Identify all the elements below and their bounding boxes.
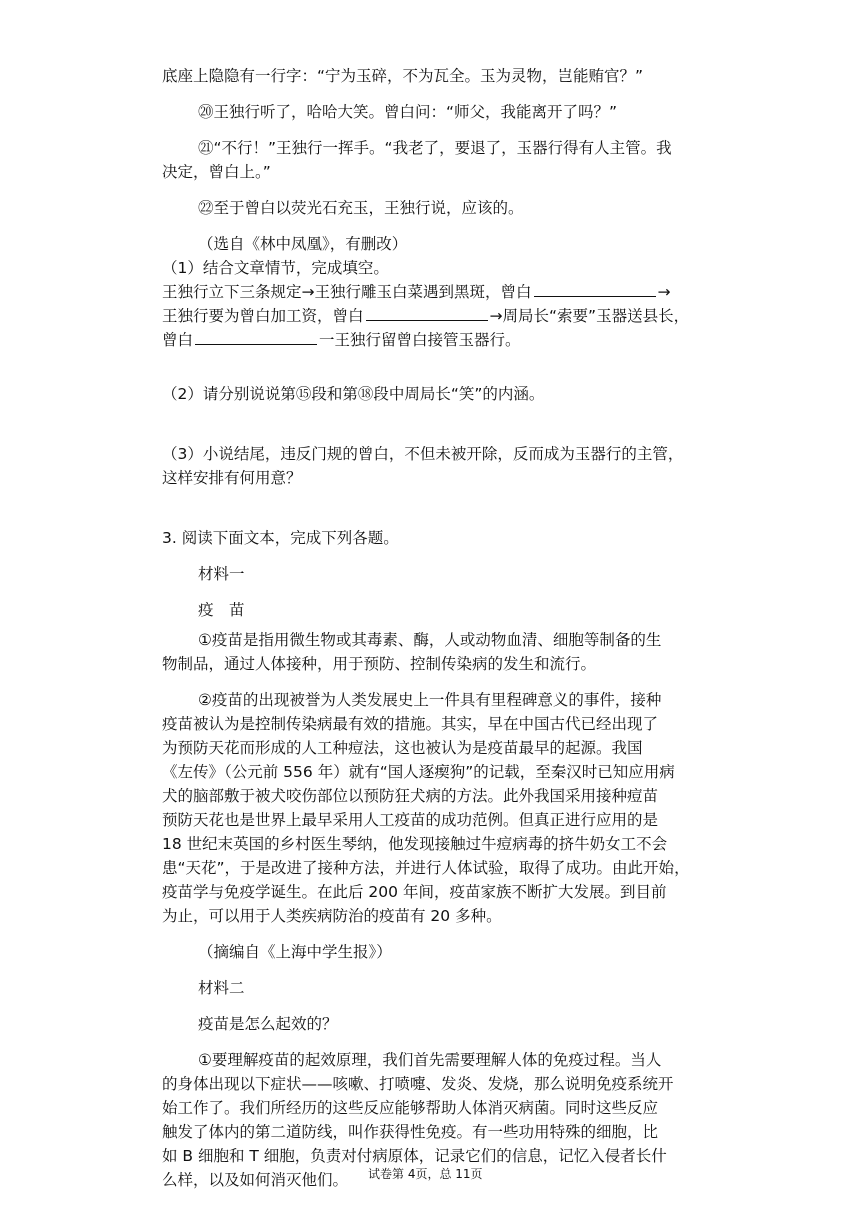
line-text: （1）结合文章情节，完成填空。 xyxy=(162,259,389,277)
text-line xyxy=(198,138,672,158)
line-text: ㉑“不行！”王独行一挥手。“我老了，要退了，玉器行得有人主管。我 xyxy=(198,139,672,157)
text-line xyxy=(162,1074,674,1094)
line-text: （选自《林中凤凰》，有删改） xyxy=(198,235,408,253)
answer-blank[interactable] xyxy=(366,306,488,321)
text-line xyxy=(198,630,661,650)
text-line xyxy=(162,444,683,464)
line-text: 为预防天花而形成的人工种痘法，这也被认为是疫苗最早的起源。我国 xyxy=(162,739,643,757)
line-text: 这样安排有何用意？ xyxy=(162,469,302,487)
text-line xyxy=(162,330,521,350)
text-line xyxy=(162,882,666,902)
line-text: 材料一 xyxy=(198,565,245,583)
text-line xyxy=(198,564,245,584)
text-line xyxy=(162,906,502,926)
line-text: 18 世纪末英国的乡村医生琴纳，他发现接触过牛痘病毒的挤牛奶女工不会 xyxy=(162,835,668,853)
text-line xyxy=(198,1050,661,1070)
text-line xyxy=(198,234,407,254)
line-text: 底座上隐隐有一行字：“宁为玉碎，不为瓦全。玉为灵物，岂能贿官？” xyxy=(162,67,644,85)
text-line xyxy=(162,738,643,758)
line-text: ①要理解疫苗的起效原理，我们首先需要理解人体的免疫过程。当人 xyxy=(198,1051,662,1069)
text-line xyxy=(198,690,661,710)
line-text: 么样，以及如何消灭他们。 xyxy=(162,1171,349,1189)
line-text: 疫 苗 xyxy=(198,601,245,619)
text-line xyxy=(162,834,667,854)
text-line xyxy=(162,762,675,782)
text-line xyxy=(162,786,658,806)
text-line xyxy=(162,66,643,86)
line-text: 王独行要为曾白加工资，曾白 xyxy=(162,307,364,325)
text-line xyxy=(162,306,689,326)
line-text: 《左传》（公元前 556 年）就有“国人逐瘈狗”的记载，至秦汉时已知应用病 xyxy=(162,763,675,781)
answer-blank[interactable] xyxy=(534,282,656,297)
text-line xyxy=(162,162,271,182)
line-text: 为止，可以用于人类疾病防治的疫苗有 20 多种。 xyxy=(162,907,502,925)
text-line xyxy=(162,282,671,302)
text-line xyxy=(162,1122,658,1142)
line-text: 曾白 xyxy=(162,331,194,349)
line-text: （2）请分别说说第⑮段和第⑱段中周局长“笑”的内涵。 xyxy=(162,385,545,403)
line-text: 3. 阅读下面文本，完成下列各题。 xyxy=(162,529,399,547)
text-line xyxy=(198,1014,338,1034)
line-text: ①疫苗是指用微生物或其毒素、酶，人或动物血清、细胞等制备的生 xyxy=(198,631,662,649)
text-line xyxy=(198,942,392,962)
line-text: 疫苗被认为是控制传染病最有效的措施。其实，早在中国古代已经出现了 xyxy=(162,715,659,733)
text-line xyxy=(162,858,690,878)
line-text: 患“天花”，于是改进了接种方法，并进行人体试验，取得了成功。由此开始， xyxy=(162,859,690,877)
text-line xyxy=(198,198,524,218)
line-text-after-blank: 一王独行留曾白接管玉器行。 xyxy=(319,331,521,349)
line-text: （摘编自《上海中学生报》） xyxy=(198,943,392,961)
answer-blank[interactable] xyxy=(195,330,317,345)
line-text: ⑳王独行听了，哈哈大笑。曾白问：“师父，我能离开了吗？” xyxy=(198,103,618,121)
text-line xyxy=(162,810,658,830)
line-text: 犬的脑部敷于被犬咬伤部位以预防狂犬病的方法。此外我国采用接种痘苗 xyxy=(162,787,659,805)
page-footer: 试卷第 4页，总 11页 xyxy=(368,1167,483,1181)
line-text: 物制品，通过人体接种，用于预防、控制传染病的发生和流行。 xyxy=(162,655,597,673)
text-line xyxy=(162,384,544,404)
line-text-after-blank: → xyxy=(657,283,671,301)
line-text: ②疫苗的出现被誉为人类发展史上一件具有里程碑意义的事件，接种 xyxy=(198,691,662,709)
line-text: 始工作了。我们所经历的这些反应能够帮助人体消灭病菌。同时这些反应 xyxy=(162,1099,659,1117)
line-text: ㉒至于曾白以荧光石充玉，王独行说，应该的。 xyxy=(198,199,524,217)
line-text: 触发了体内的第二道防线，叫作获得性免疫。有一些功用特殊的细胞，比 xyxy=(162,1123,659,1141)
text-line xyxy=(198,978,245,998)
line-text: 王独行立下三条规定→王独行雕玉白菜遇到黑斑，曾白 xyxy=(162,283,532,301)
text-line xyxy=(162,654,596,674)
line-text: 决定，曾白上。” xyxy=(162,163,271,181)
line-text: 预防天花也是世界上最早采用人工疫苗的成功范例。但真正进行应用的是 xyxy=(162,811,659,829)
text-line xyxy=(162,468,302,488)
text-line xyxy=(162,1170,348,1190)
line-text: 疫苗学与免疫学诞生。在此后 200 年间，疫苗家族不断扩大发展。到目前 xyxy=(162,883,667,901)
line-text: 如 B 细胞和 T 细胞，负责对付病原体，记录它们的信息，记忆入侵者长什 xyxy=(162,1147,667,1165)
text-line xyxy=(162,1098,658,1118)
text-line xyxy=(162,528,399,548)
text-line xyxy=(162,258,389,278)
line-text: 的身体出现以下症状——咳嗽、打喷嚏、发炎、发烧，那么说明免疫系统开 xyxy=(162,1075,674,1093)
text-line xyxy=(162,1146,667,1166)
text-line xyxy=(198,600,245,620)
line-text: （3）小说结尾，违反门规的曾白，不但未被开除，反而成为玉器行的主管， xyxy=(162,445,684,463)
line-text: 材料二 xyxy=(198,979,245,997)
line-text-after-blank: →周局长“索要”玉器送县长， xyxy=(489,307,690,325)
text-line xyxy=(198,102,617,122)
line-text: 疫苗是怎么起效的？ xyxy=(198,1015,338,1033)
text-line xyxy=(162,714,658,734)
